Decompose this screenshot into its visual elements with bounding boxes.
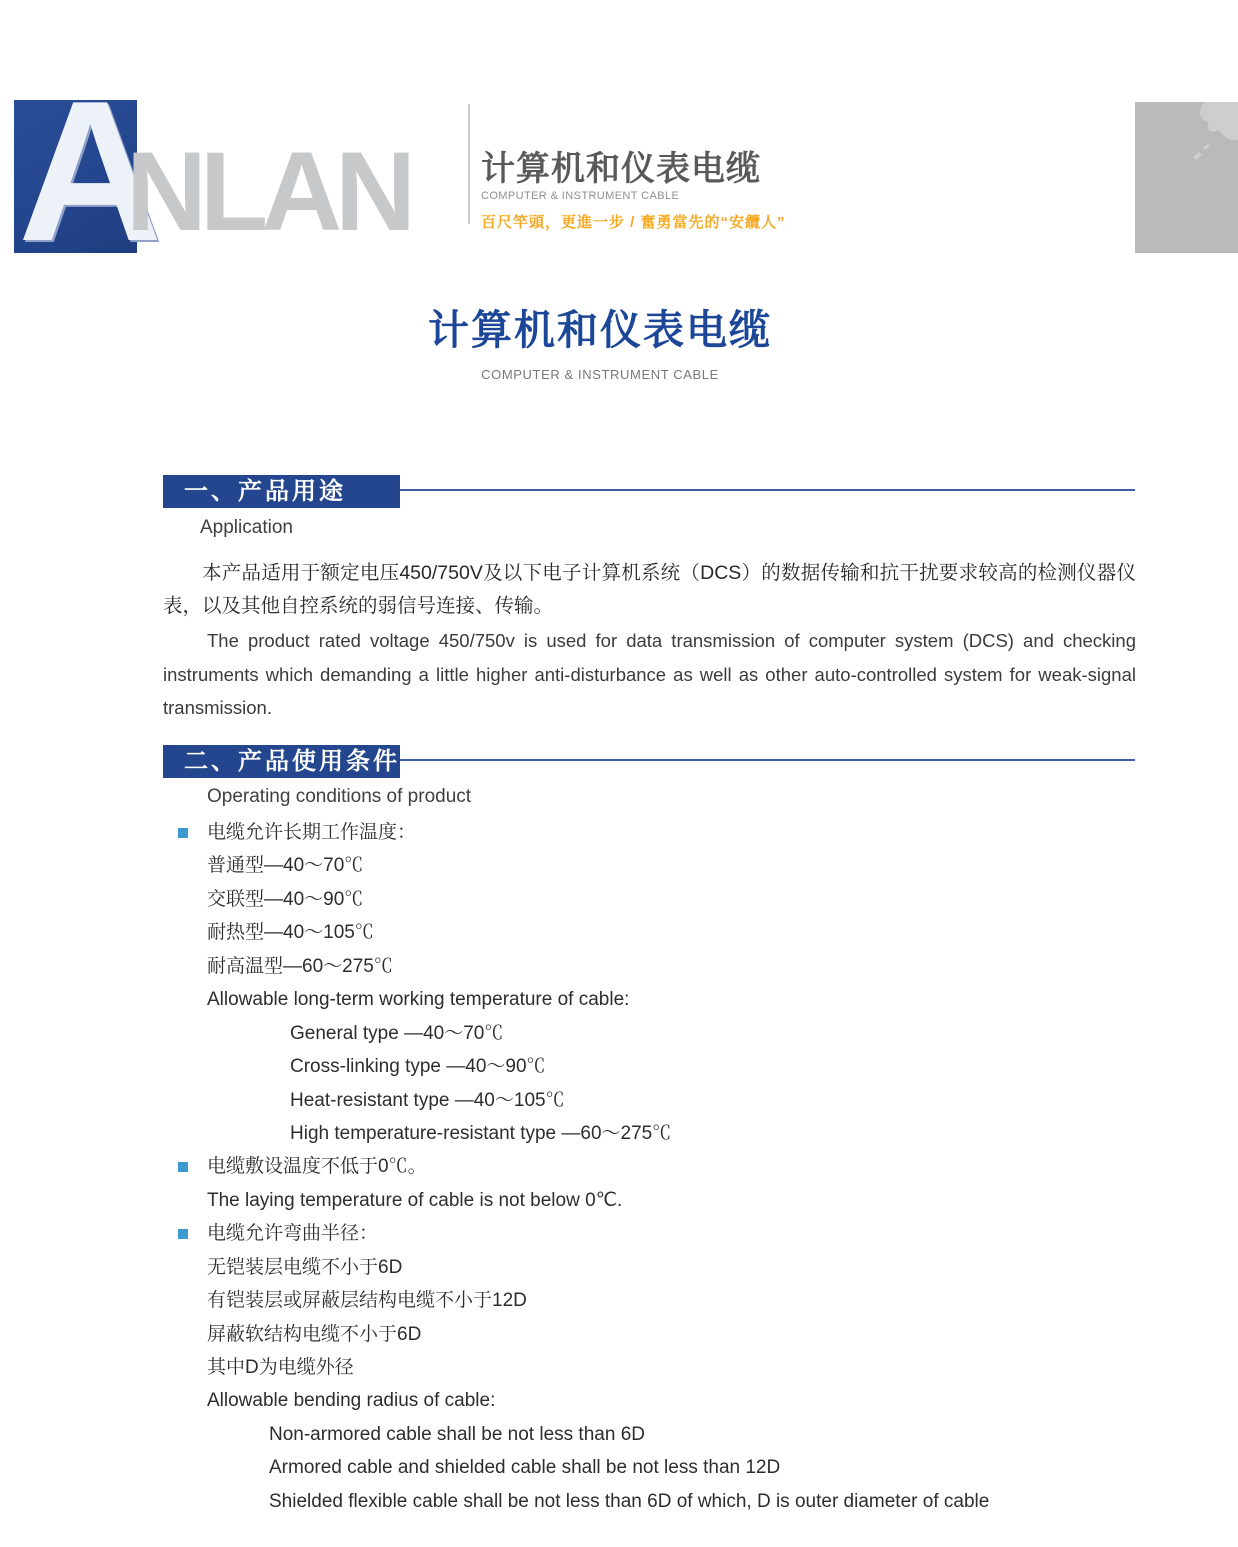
condition-line: 无铠装层电缆不小于6D bbox=[207, 1256, 403, 1278]
condition-line: Shielded flexible cable shall be not less than 6D of which, D is outer diameter of cable bbox=[269, 1490, 990, 1512]
condition-line: 其中D为电缆外径 bbox=[207, 1357, 354, 1378]
condition-line: 电缆允许长期工作温度： bbox=[163, 816, 1136, 849]
condition-line: 耐高温型—60～275℃ bbox=[207, 955, 393, 977]
section2-subheading: Operating conditions of product bbox=[207, 786, 472, 807]
condition-line: High temperature-resistant type —60～275℃ bbox=[290, 1122, 672, 1144]
condition-line: Armored cable and shielded cable shall be not less than 12D bbox=[269, 1457, 781, 1479]
logo-letter-a: A bbox=[18, 60, 157, 283]
section2-rule bbox=[400, 759, 1135, 761]
header-product-title-en: COMPUTER & INSTRUMENT CABLE bbox=[481, 190, 680, 202]
document-title-block bbox=[0, 297, 1200, 382]
condition-line: Allowable long-term working temperature of cable: bbox=[207, 989, 630, 1011]
condition-line: The laying temperature of cable is not below 0℃. bbox=[207, 1189, 623, 1211]
condition-line: Cross-linking type —40～90℃ bbox=[290, 1056, 546, 1078]
application-paragraph-en: The product rated voltage 450/750v is used for data transmission of computer system (DCS) and checking instruments which demanding a little higher anti-disturbance as well as other auto-controlled system for weak-signal transmission. bbox=[163, 630, 1136, 718]
section1-rule bbox=[400, 489, 1135, 491]
leaf-image-icon bbox=[1135, 102, 1238, 253]
logo-wordmark: NLAN bbox=[126, 129, 410, 254]
header-title-block bbox=[481, 149, 1041, 232]
section2-heading-band: 二、产品使用条件 bbox=[163, 745, 400, 778]
condition-line: 普通型—40～70℃ bbox=[207, 855, 364, 877]
corner-photo bbox=[1135, 102, 1238, 253]
header-product-title-cn: 计算机和仪表电缆 bbox=[481, 150, 761, 188]
document-title-cn: 计算机和仪表电缆 bbox=[428, 307, 772, 353]
condition-line: 屏蔽软结构电缆不小于6D bbox=[207, 1323, 422, 1345]
condition-line: Non-armored cable shall be not less than 6D bbox=[269, 1423, 645, 1445]
header-slogan: 百尺竿頭，更進一步 / 奮勇當先的“安纜人” bbox=[481, 214, 786, 231]
conditions-list bbox=[163, 816, 1136, 1518]
condition-line: General type —40～70℃ bbox=[290, 1022, 504, 1044]
section1-heading-band: 一、产品用途 bbox=[163, 475, 400, 508]
condition-line: Heat-resistant type —40～105℃ bbox=[290, 1089, 565, 1111]
condition-line: 有铠装层或屏蔽层结构电缆不小于12D bbox=[207, 1290, 527, 1312]
condition-line: 交联型—40～90℃ bbox=[207, 888, 364, 910]
condition-line: 耐热型—40～105℃ bbox=[207, 922, 374, 944]
condition-line: 电缆允许弯曲半径： bbox=[163, 1217, 1136, 1250]
anlan-logo bbox=[14, 60, 157, 283]
application-paragraph-cn: 本产品适用于额定电压450/750V及以下电子计算机系统（DCS）的数据传输和抗干扰要求较高的检测仪器仪表，以及其他自控系统的弱信号连接、传输。 bbox=[163, 562, 1136, 617]
header-divider bbox=[468, 104, 470, 224]
document-title-en: COMPUTER & INSTRUMENT CABLE bbox=[481, 367, 719, 382]
condition-line: Allowable bending radius of cable: bbox=[207, 1390, 496, 1412]
condition-line: 电缆敷设温度不低于0℃。 bbox=[163, 1150, 1136, 1183]
section1-subheading: Application bbox=[200, 517, 293, 538]
